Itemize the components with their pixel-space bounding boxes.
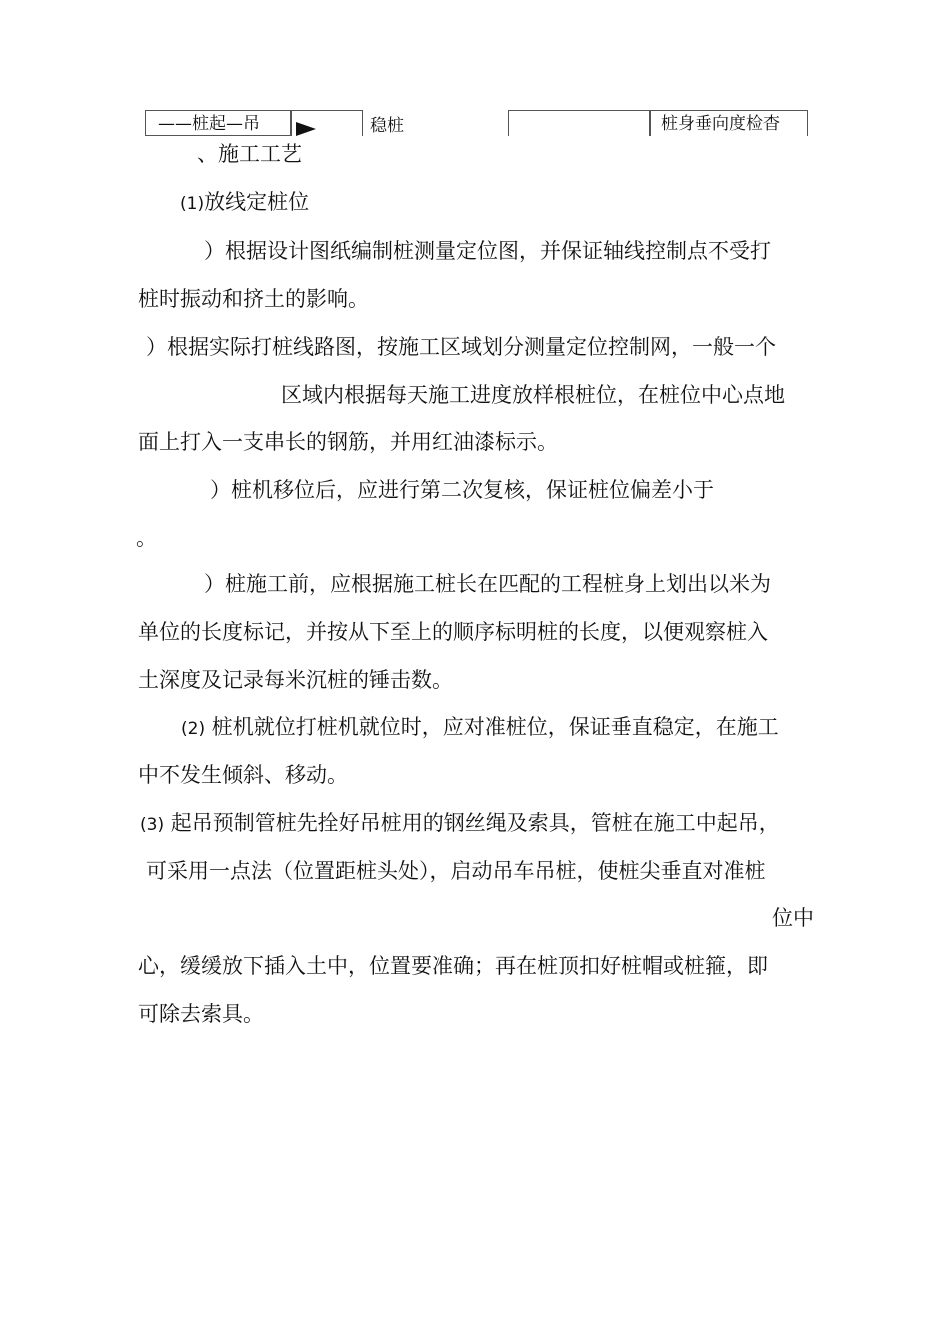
- paragraph-line: ）根据实际打桩线路图，按施工区域划分测量定位控制网，一般一个: [146, 335, 776, 359]
- paragraph-line: 桩机就位打桩机就位时，应对准桩位，保证垂直稳定，在施工: [211, 715, 779, 739]
- paragraph-line: 桩时振动和挤土的影响。: [138, 287, 369, 311]
- subsection-2-paragraph: [181, 712, 779, 744]
- paragraph-line: 心，缓缓放下插入土中，位置要准确；再在桩顶扣好桩帽或桩箍，即: [138, 954, 768, 978]
- subsection-1-title: 放线定桩位: [204, 190, 310, 214]
- paragraph-line: 起吊预制管桩先拴好吊桩用的钢丝绳及索具，管桩在施工中起吊，: [170, 811, 780, 835]
- subsection-1-heading: [180, 187, 309, 219]
- paragraph-line: ）桩机移位后，应进行第二次复核，保证桩位偏差小于: [210, 478, 714, 502]
- subsection-3-marker: (3): [140, 815, 165, 835]
- paragraph-line: 。: [136, 526, 157, 550]
- paragraph-line: 面上打入一支串长的钢筋，并用红油漆标示。: [138, 430, 558, 454]
- flow-box-check: [650, 110, 808, 136]
- subsection-3-paragraph: [140, 808, 780, 840]
- flow-step-stabilize: 稳桩: [370, 116, 404, 136]
- flow-step-lift: ——桩起—吊: [158, 114, 260, 134]
- flow-step-check: 桩身垂向度检杳: [661, 114, 780, 134]
- paragraph-line: 可采用一点法（位置距桩头处），启动吊车吊桩，使桩尖垂直对准桩: [146, 859, 766, 883]
- flow-box-empty: [508, 110, 650, 136]
- flow-box-lift: [145, 110, 291, 136]
- paragraph-line: 土深度及记录每米沉桩的锤击数。: [138, 668, 453, 692]
- paragraph-line: 中不发生倾斜、移动。: [138, 763, 348, 787]
- section-title: 、施工工艺: [197, 142, 302, 166]
- subsection-1-marker: (1): [180, 194, 205, 214]
- paragraph-line: 可除去索具。: [138, 1002, 264, 1026]
- paragraph-line: 位中: [772, 906, 814, 930]
- paragraph-line: 区域内根据每天施工进度放样根桩位，在桩位中心点地: [281, 383, 785, 407]
- subsection-2-marker: (2): [181, 719, 206, 739]
- flow-arrow-icon: [296, 122, 316, 136]
- paragraph-line: ）桩施工前，应根据施工桩长在匹配的工程桩身上划出以米为: [204, 572, 771, 596]
- paragraph-line: ）根据设计图纸编制桩测量定位图，并保证轴线控制点不受打: [204, 239, 771, 263]
- paragraph-line: 单位的长度标记，并按从下至上的顺序标明桩的长度，以便观察桩入: [138, 620, 768, 644]
